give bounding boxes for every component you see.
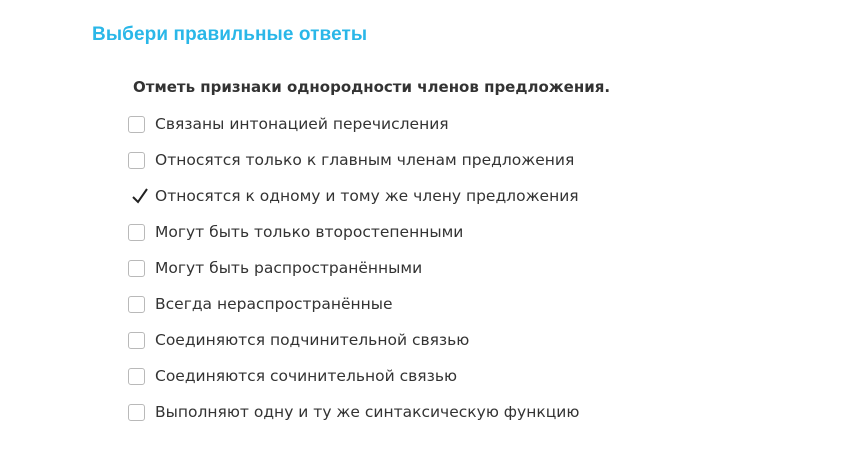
answer-option-7[interactable]: [128, 322, 579, 358]
answer-options-list: [128, 106, 579, 430]
checkbox[interactable]: [128, 224, 145, 241]
answer-option-6[interactable]: [128, 286, 579, 322]
checkbox[interactable]: [128, 404, 145, 421]
question-text: Отметь признаки однородности членов предложения.: [133, 78, 611, 96]
answer-option-label: Соединяются подчинительной связью: [155, 331, 470, 349]
checkbox[interactable]: [128, 116, 145, 133]
checkbox[interactable]: [128, 260, 145, 277]
checkbox[interactable]: [128, 188, 145, 205]
answer-option-5[interactable]: [128, 250, 579, 286]
answer-option-label: Всегда нераспространённые: [155, 295, 393, 313]
checkmark-icon: [131, 187, 149, 205]
answer-option-label: Относятся к одному и тому же члену предложения: [155, 187, 579, 205]
answer-option-2[interactable]: [128, 142, 579, 178]
checkbox[interactable]: [128, 296, 145, 313]
answer-option-8[interactable]: [128, 358, 579, 394]
answer-option-1[interactable]: [128, 106, 579, 142]
answer-option-label: Могут быть распространёнными: [155, 259, 423, 277]
answer-option-4[interactable]: [128, 214, 579, 250]
checkbox[interactable]: [128, 152, 145, 169]
checkbox[interactable]: [128, 368, 145, 385]
answer-option-3[interactable]: [128, 178, 579, 214]
answer-option-label: Соединяются сочинительной связью: [155, 367, 458, 385]
answer-option-label: Связаны интонацией перечисления: [155, 115, 449, 133]
checkbox[interactable]: [128, 332, 145, 349]
answer-option-label: Выполняют одну и ту же синтаксическую функцию: [155, 403, 580, 421]
answer-option-label: Относятся только к главным членам предложения: [155, 151, 575, 169]
answer-option-label: Могут быть только второстепенными: [155, 223, 464, 241]
task-instruction-title: Выбери правильные ответы: [92, 24, 368, 45]
answer-option-9[interactable]: [128, 394, 579, 430]
